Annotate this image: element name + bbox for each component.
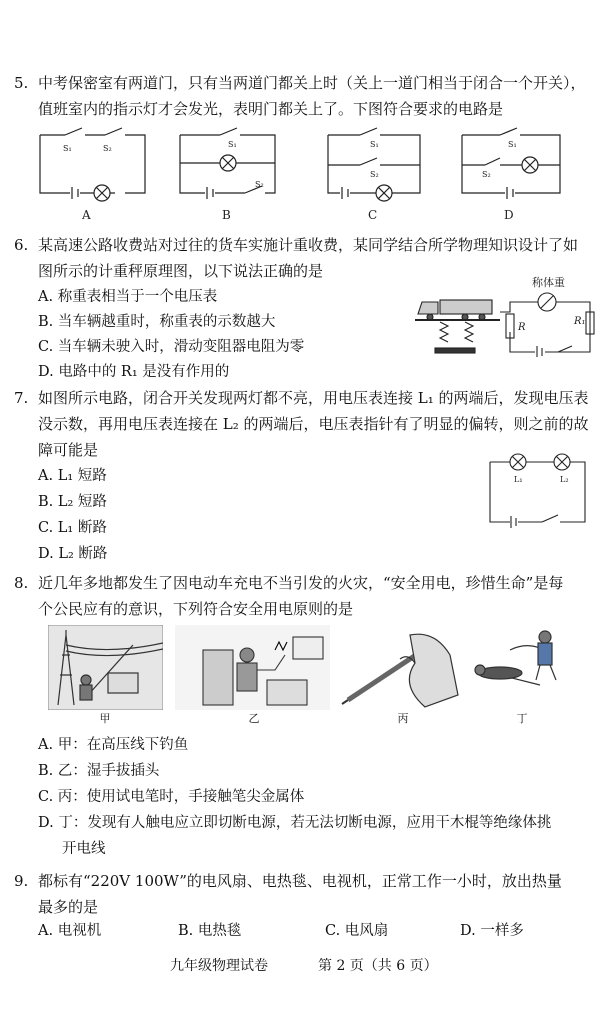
svg-text:L₁: L₁	[514, 475, 523, 484]
q8-picture-label-jia: 甲	[99, 712, 111, 725]
q9-option-c[interactable]: C. 电风扇	[325, 923, 389, 939]
circuit-d	[462, 128, 560, 199]
q7-stem-line3: 障可能是	[38, 441, 99, 459]
q8-stem-line1: 近几年多地都发生了因电动车充电不当引发的火灾，“安全用电，珍惜生命”是每	[38, 574, 564, 592]
q7-stem-line1: 如图所示电路，闭合开关发现两灯都不亮，用电压表连接 L₁ 的两端后，发现电压表	[38, 389, 589, 407]
q7-circuit-figure	[480, 450, 595, 530]
q5-circuits	[30, 125, 590, 225]
svg-text:R: R	[518, 322, 526, 333]
q8-picture-label-ding: 丁	[516, 712, 528, 725]
q8-picture-label-bing: 丙	[397, 712, 409, 725]
q6-stem-line1: 某高速公路收费站对过往的货车实施计重收费，某同学结合所学物理知识设计了如	[38, 236, 579, 254]
svg-text:S₁: S₁	[370, 140, 379, 149]
q8-picture-yi	[175, 625, 330, 710]
svg-text:S₁: S₁	[63, 144, 72, 153]
q8-option-a[interactable]: A. 甲：在高压线下钓鱼	[38, 737, 189, 753]
q7-number: 7.	[14, 389, 29, 407]
q8-picture-label-yi: 乙	[248, 712, 260, 725]
svg-text:S₂: S₂	[370, 170, 379, 179]
circuit-c	[328, 128, 420, 201]
q5-stem-line2: 值班室内的指示灯才会发光，表明门都关上了。下图符合要求的电路是	[38, 100, 504, 118]
q9-number: 9.	[14, 872, 29, 890]
q6-option-b[interactable]: B. 当车辆越重时，称重表的示数越大	[38, 314, 276, 330]
q7-option-b[interactable]: B. L₂ 短路	[38, 494, 107, 510]
q8-picture-jia	[48, 625, 163, 710]
circuit-label-b: B	[222, 208, 231, 222]
q9-option-a[interactable]: A. 电视机	[38, 923, 102, 939]
circuit-label-a: A	[82, 208, 91, 222]
q7-stem-line2: 没示数，再用电压表连接在 L₂ 的两端后，电压表指针有了明显的偏转，则之前的故	[38, 415, 589, 433]
circuit-a	[40, 128, 145, 201]
circuit-label-c: C	[368, 208, 378, 222]
q9-option-d[interactable]: D. 一样多	[460, 923, 524, 939]
q6-option-d[interactable]: D. 电路中的 R₁ 是没有作用的	[38, 364, 230, 380]
q6-figure-title: 称体重	[532, 276, 565, 289]
q6-number: 6.	[14, 236, 29, 254]
footer-title: 九年级物理试卷	[170, 958, 268, 974]
q6-option-c[interactable]: C. 当车辆未驶入时，滑动变阻器电阻为零	[38, 339, 305, 355]
q6-option-a[interactable]: A. 称重表相当于一个电压表	[38, 289, 218, 305]
q8-option-c[interactable]: C. 丙：使用试电笔时，手接触笔尖金属体	[38, 789, 305, 805]
q9-stem-line2: 最多的是	[38, 898, 99, 916]
q5-number: 5.	[14, 74, 29, 92]
q9-stem-line1: 都标有“220V 100W”的电风扇、电热毯、电视机，正常工作一小时，放出热量	[38, 872, 562, 890]
q8-picture-bing	[340, 625, 460, 710]
svg-text:S₂: S₂	[255, 180, 264, 189]
q7-option-c[interactable]: C. L₁ 断路	[38, 520, 107, 536]
q9-option-b[interactable]: B. 电热毯	[178, 923, 242, 939]
q6-stem-line2: 图所示的计重秤原理图，以下说法正确的是	[38, 262, 324, 280]
q7-option-a[interactable]: A. L₁ 短路	[38, 468, 107, 484]
svg-text:R₁: R₁	[574, 316, 586, 327]
circuit-label-d: D	[504, 208, 514, 222]
svg-text:L₂: L₂	[560, 475, 569, 484]
svg-text:S₁: S₁	[508, 140, 517, 149]
q5-stem-line1: 中考保密室有两道门，只有当两道门都关上时（关上一道门相当于闭合一个开关），	[38, 74, 586, 92]
q6-scale-figure	[410, 272, 600, 357]
svg-text:S₂: S₂	[103, 144, 112, 153]
q7-option-d[interactable]: D. L₂ 断路	[38, 546, 108, 562]
q8-number: 8.	[14, 574, 29, 592]
q8-option-d-continued: 开电线	[62, 841, 106, 857]
q8-option-b[interactable]: B. 乙：湿手拔插头	[38, 763, 160, 779]
q8-option-d[interactable]: D. 丁：发现有人触电应立即切断电源，若无法切断电源，应用干木棍等绝缘体挑	[38, 815, 552, 831]
svg-text:S₂: S₂	[482, 170, 491, 179]
q8-picture-ding	[470, 625, 580, 710]
svg-text:S₁: S₁	[228, 140, 237, 149]
q8-stem-line2: 个公民应有的意识，下列符合安全用电原则的是	[38, 600, 354, 618]
footer-page: 第 2 页（共 6 页）	[318, 958, 438, 974]
